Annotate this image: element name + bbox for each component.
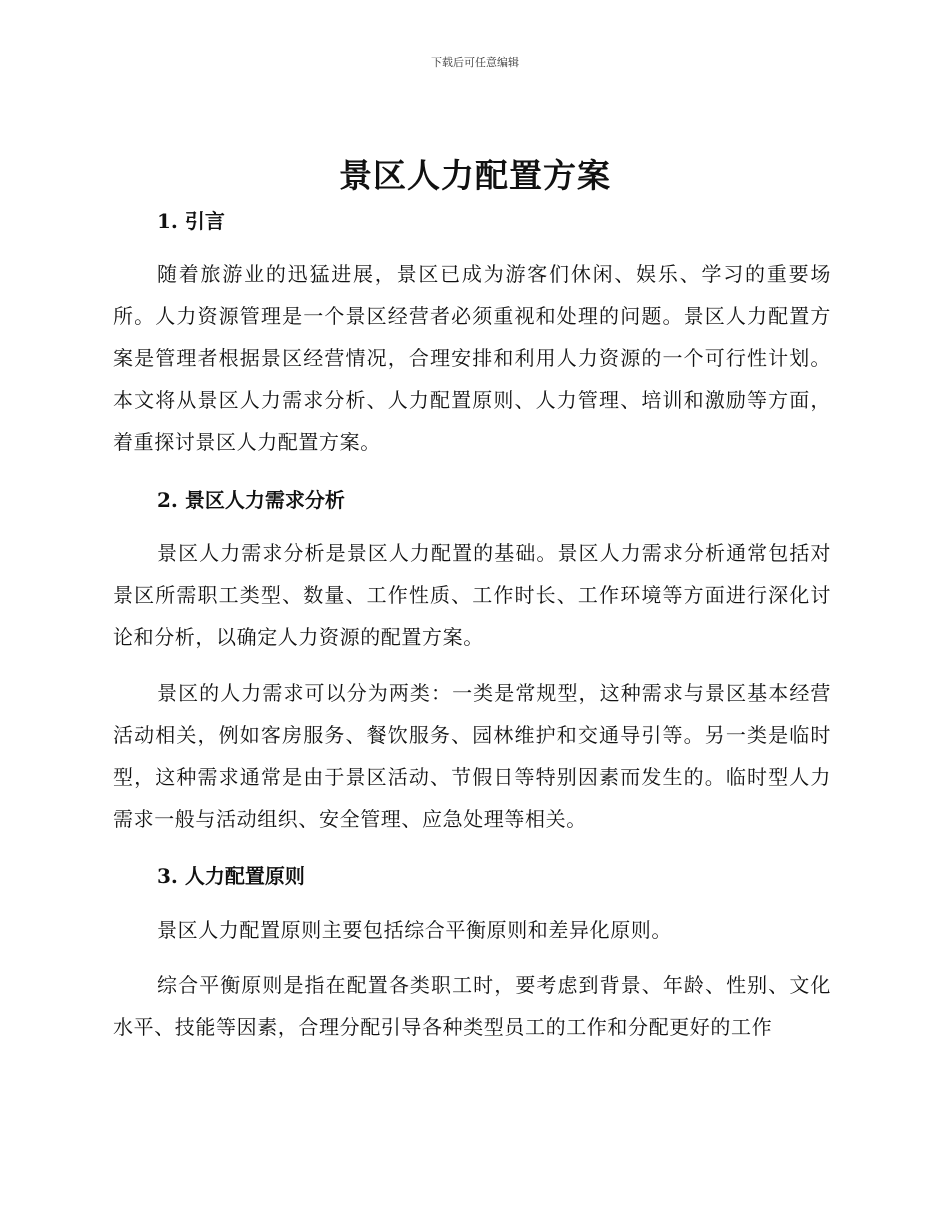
section-allocation-principles-body-2 (113, 964, 831, 1048)
section-demand-analysis-body (113, 532, 831, 658)
section-allocation-principles (113, 862, 831, 890)
section-demand-analysis-body-2 (113, 672, 831, 840)
paragraph: 景区人力配置原则主要包括综合平衡原则和差异化原则。 (157, 918, 672, 942)
paragraph: 景区的人力需求可以分为两类：一类是常规型，这种需求与景区基本经营活动相关，例如客房服务、餐饮服务、园林维护和交通导引等。另一类是临时型，这种需求通常是由于景区活动、节假日等特别因素而发生的。临时型人力需求一般与活动组织、安全管理、应急处理等相关。 (113, 681, 831, 831)
section-allocation-principles-body (113, 909, 831, 951)
page-title: 景区人力配置方案 (339, 156, 611, 195)
section-demand-analysis (113, 486, 831, 514)
section-heading: 3. 人力配置原则 (157, 864, 305, 888)
paragraph: 景区人力需求分析是景区人力配置的基础。景区人力需求分析通常包括对景区所需职工类型、数量、工作性质、工作时长、工作环境等方面进行深化讨论和分析，以确定人力资源的配置方案。 (113, 541, 831, 649)
section-introduction-body (113, 253, 831, 463)
paragraph: 随着旅游业的迅猛进展，景区已成为游客们休闲、娱乐、学习的重要场所。人力资源管理是一个景区经营者必须重视和处理的问题。景区人力配置方案是管理者根据景区经营情况，合理安排和利用人力资源的一个可行性计划。本文将从景区人力需求分析、人力配置原则、人力管理、培训和激励等方面，着重探讨景区人力配置方案。 (113, 262, 831, 454)
header-note: 下载后可任意编辑 (431, 56, 519, 69)
paragraph: 综合平衡原则是指在配置各类职工时，要考虑到背景、年龄、性别、文化水平、技能等因素，合理分配引导各种类型员工的工作和分配更好的工作 (113, 973, 831, 1039)
section-heading: 1. 引言 (157, 209, 225, 233)
section-introduction (113, 207, 831, 235)
section-heading: 2. 景区人力需求分析 (157, 488, 345, 512)
